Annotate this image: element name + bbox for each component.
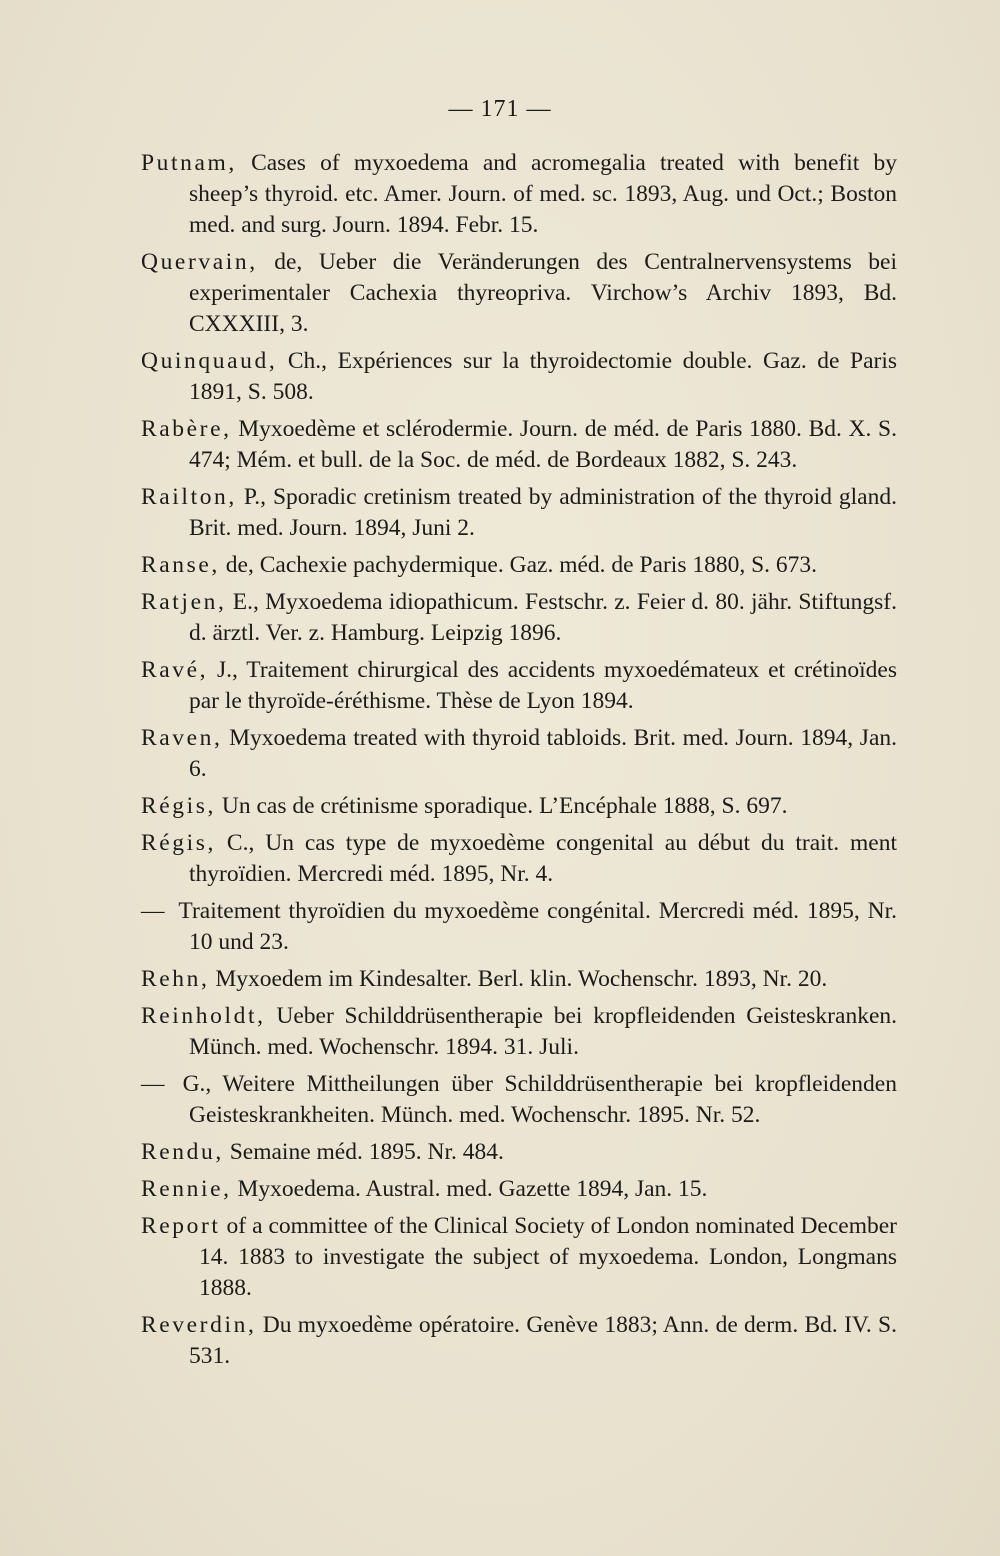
bibliography-entry (141, 1137, 897, 1168)
ditto-dash: — (141, 898, 165, 924)
entry-author: Rehn, (141, 966, 210, 992)
entry-author: Reinholdt, (141, 1003, 266, 1029)
entry-text: Myxoedema. Austral. med. Gazette 1894, Jan. 15. (231, 1176, 708, 1202)
entry-text: Traitement thyroïdien du myxoedème congénital. Mercredi méd. 1895, Nr. 10 und 23. (171, 898, 897, 955)
entry-text: C., Un cas type de myxoedème congenital au début du trait. ment thyroïdien. Mercredi méd. 1895, Nr. 4. (189, 830, 897, 887)
bibliography-entry (141, 346, 897, 408)
entry-author: Raven, (141, 725, 223, 751)
entry-author: Ratjen, (141, 589, 227, 615)
bibliography-entry (141, 1174, 897, 1205)
entry-author: Railton, (141, 484, 237, 510)
entry-text: de, Cachexie pachydermique. Gaz. méd. de Paris 1880, S. 673. (219, 552, 818, 578)
bibliography-entry (141, 655, 897, 717)
bibliography-entry (141, 148, 897, 241)
bibliography-entry (141, 482, 897, 544)
bibliography-entry (141, 964, 897, 995)
bibliography-entry (141, 1001, 897, 1063)
bibliography-entry (141, 247, 897, 340)
entry-text: Cases of myxoedema and acromegalia treated with benefit by sheep’s thyroid. etc. Amer. Journ. of med. sc. 1893, Aug. und Oct.; Boston med. and surg. Journ. 1894. Febr. 15. (189, 150, 897, 238)
entry-author: Ravé, (141, 657, 209, 683)
entry-text: Ueber Schilddrüsentherapie bei kropfleidenden Geisteskranken. Münch. med. Wochenschr. 1894. 31. Juli. (189, 1003, 897, 1060)
entry-text: of a committee of the Clinical Society of London nominated December 14. 1883 to investigate the subject of myxoedema. London, Longmans 1888. (199, 1213, 897, 1301)
entry-author: Rendu, (141, 1139, 224, 1165)
bibliography-entry (141, 587, 897, 649)
entry-author: Rabère, (141, 416, 232, 442)
entry-text: Semaine méd. 1895. Nr. 484. (223, 1139, 504, 1165)
entry-text: Ch., Expériences sur la thyroidectomie double. Gaz. de Paris 1891, S. 508. (189, 348, 897, 405)
page-number: — 171 — (448, 96, 552, 122)
entry-author: Quervain, (141, 249, 258, 275)
entry-text: Myxoedema treated with thyroid tabloids. Brit. med. Journ. 1894, Jan. 6. (189, 725, 897, 782)
bibliography-entry (141, 828, 897, 890)
bibliography-entry (141, 1069, 897, 1131)
entry-author: Report (141, 1213, 221, 1239)
bibliography-entry (141, 791, 897, 822)
entry-author: Ranse, (141, 552, 220, 578)
bibliography-list (141, 148, 897, 1378)
entry-text: Myxoedem im Kindesalter. Berl. klin. Wochenschr. 1893, Nr. 20. (209, 966, 828, 992)
entry-text: P., Sporadic cretinism treated by administration of the thyroid gland. Brit. med. Journ. 1894, Juni 2. (189, 484, 897, 541)
entry-author: Putnam, (141, 150, 237, 176)
entry-author: Reverdin, (141, 1312, 257, 1338)
entry-text: E., Myxoedema idiopathicum. Festschr. z. Feier d. 80. jähr. Stiftungsf. d. ärztl. Ver. z. Hamburg. Leipzig 1896. (189, 589, 897, 646)
entry-text: G., Weitere Mittheilungen über Schilddrüsentherapie bei kropfleidenden Geisteskrankheiten. Münch. med. Wochenschr. 1895. Nr. 52. (171, 1071, 897, 1128)
entry-author: Régis, (141, 793, 217, 819)
bibliography-entry (141, 550, 897, 581)
entry-text: Myxoedème et sclérodermie. Journ. de méd. de Paris 1880. Bd. X. S. 474; Mém. et bull. de la Soc. de méd. de Bordeaux 1882, S. 243. (189, 416, 897, 473)
entry-text: J., Traitement chirurgical des accidents myxoedémateux et crétinoïdes par le thyroïde-éréthisme. Thèse de Lyon 1894. (189, 657, 897, 714)
bibliography-entry (141, 1211, 897, 1304)
bibliography-entry (141, 414, 897, 476)
bibliography-entry (141, 1310, 897, 1372)
entry-author: Rennie, (141, 1176, 232, 1202)
entry-text: Du myxoedème opératoire. Genève 1883; Ann. de derm. Bd. IV. S. 531. (189, 1312, 897, 1369)
entry-author: Régis, (141, 830, 217, 856)
bibliography-entry (141, 723, 897, 785)
entry-author: Quinquaud, (141, 348, 278, 374)
entry-text: Un cas de crétinisme sporadique. L’Encéphale 1888, S. 697. (216, 793, 788, 819)
bibliography-entry (141, 896, 897, 958)
entry-text: de, Ueber die Veränderungen des Centralnervensystems bei experimentaler Cachexia thyreopriva. Virchow’s Archiv 1893, Bd. CXXXIII, 3. (189, 249, 897, 337)
ditto-dash: — (141, 1071, 165, 1097)
